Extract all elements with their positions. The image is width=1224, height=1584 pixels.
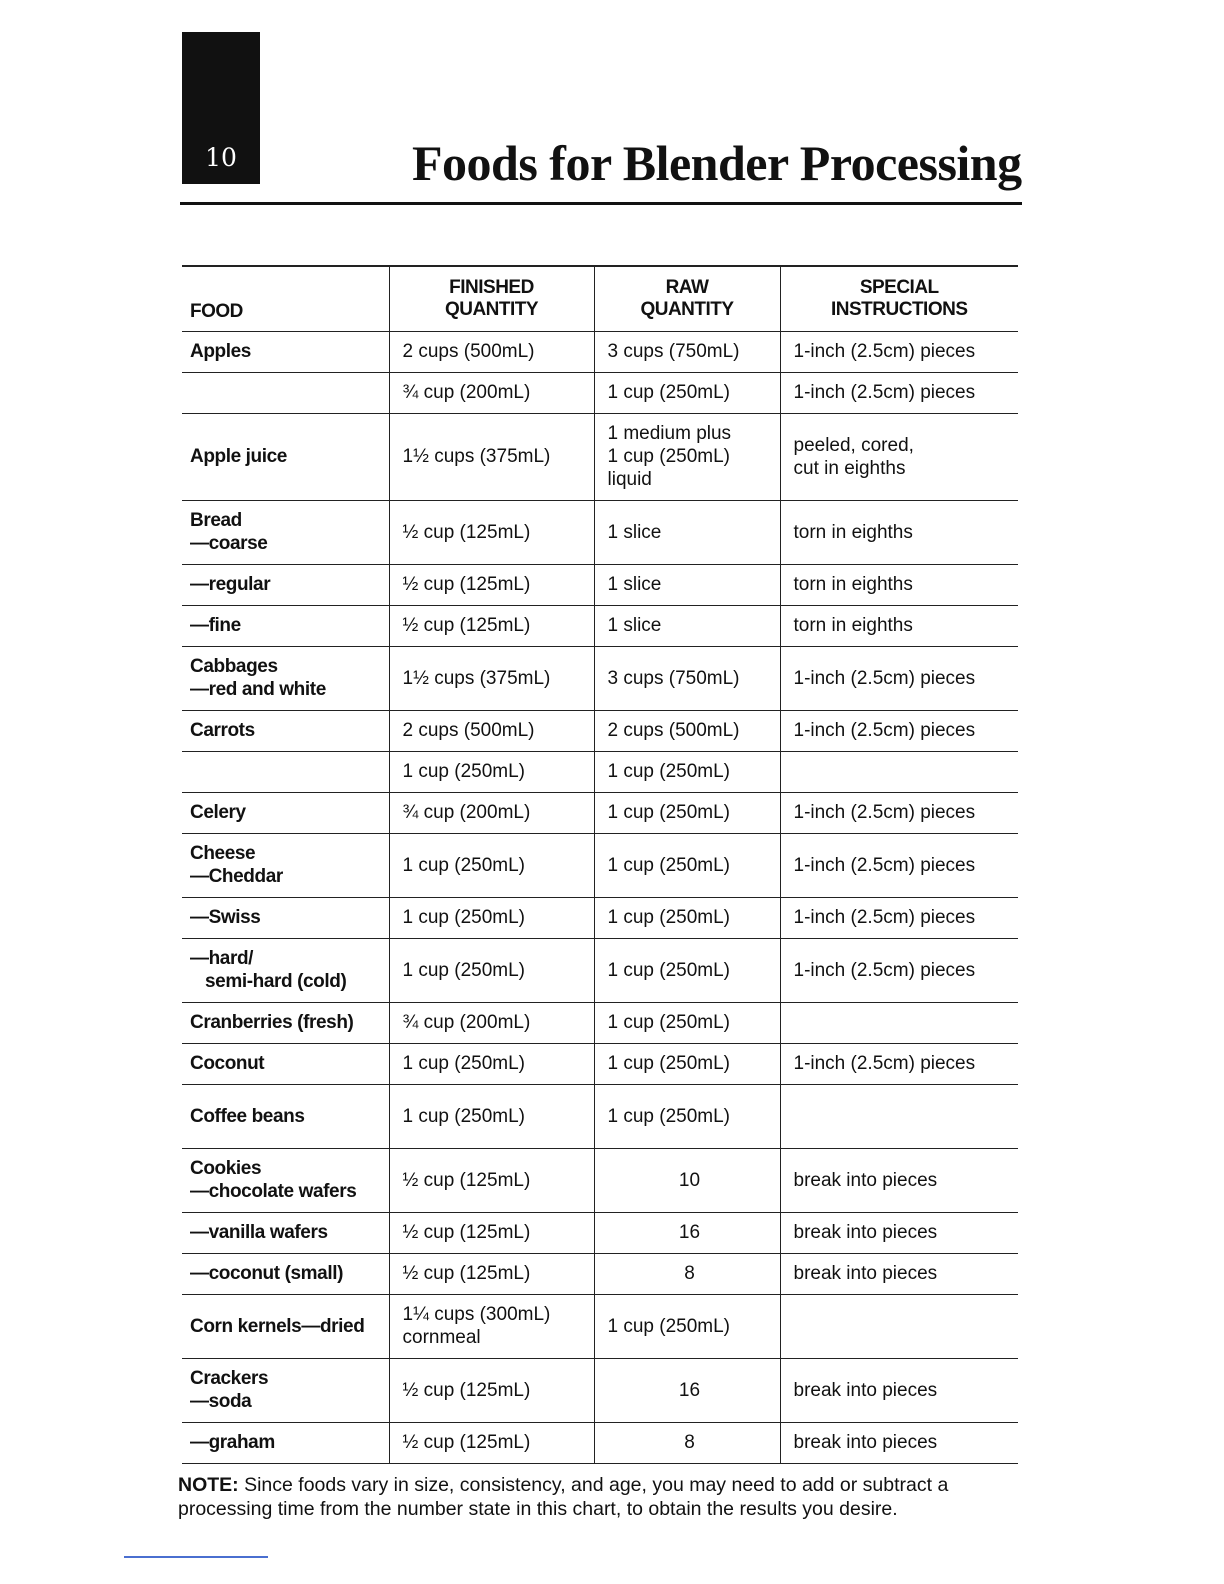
- cell-finished-quantity: [389, 605, 594, 646]
- cell-line: 1-inch (2.5cm) pieces: [793, 907, 976, 928]
- cell-finished-quantity: [389, 1002, 594, 1043]
- cell-line: Cookies: [190, 1158, 262, 1179]
- cell-line: 1¼ cups (300mL): [402, 1304, 551, 1325]
- cell-raw-quantity: [594, 331, 780, 372]
- cell-raw-quantity: [594, 792, 780, 833]
- cell-food: [182, 1212, 389, 1253]
- cell-line: —chocolate wafers: [190, 1181, 357, 1202]
- cell-special-instructions: [780, 1002, 1018, 1043]
- cell-raw-quantity: [594, 1084, 780, 1148]
- cell-raw-quantity: [594, 833, 780, 897]
- header-finished-line: FINISHED: [449, 276, 534, 298]
- cell-line: —Swiss: [190, 907, 261, 928]
- cell-line: 10: [678, 1169, 701, 1191]
- cell-food: [182, 1422, 389, 1463]
- cell-food: [182, 710, 389, 751]
- table-row: [182, 792, 1018, 833]
- cell-finished-quantity: [389, 372, 594, 413]
- cell-finished-quantity: [389, 938, 594, 1002]
- cell-line: 1 cup (250mL): [607, 1105, 731, 1127]
- cell-raw-quantity: [594, 1002, 780, 1043]
- cell-line: 1 cup (250mL): [607, 959, 731, 981]
- table-row: [182, 1043, 1018, 1084]
- cell-line: semi-hard (cold): [205, 971, 347, 992]
- header-raw-quantity: [594, 266, 780, 331]
- cell-line: ½ cup (125mL): [402, 1432, 531, 1453]
- cell-line: Cabbages: [190, 656, 278, 677]
- cell-food: [182, 413, 389, 500]
- cell-line: 1 cup (250mL): [607, 802, 731, 823]
- cell-line: 1-inch (2.5cm) pieces: [793, 854, 976, 876]
- cell-finished-quantity: [389, 1422, 594, 1463]
- cell-food: [182, 605, 389, 646]
- cell-food: [182, 372, 389, 413]
- table-row: [182, 833, 1018, 897]
- cell-line: Corn kernels—dried: [190, 1315, 365, 1337]
- cell-raw-quantity: [594, 605, 780, 646]
- cell-line: 1-inch (2.5cm) pieces: [793, 1053, 976, 1074]
- cell-line: —Cheddar: [190, 866, 283, 887]
- cell-food: [182, 1148, 389, 1212]
- cell-finished-quantity: [389, 1084, 594, 1148]
- table-row: [182, 331, 1018, 372]
- table-row: [182, 1358, 1018, 1422]
- cell-finished-quantity: [389, 1148, 594, 1212]
- cell-line: 1-inch (2.5cm) pieces: [793, 382, 976, 403]
- cell-food: [182, 938, 389, 1002]
- cell-line: torn in eighths: [793, 521, 913, 543]
- cell-line: 16: [678, 1379, 701, 1401]
- page-number-tab: [182, 32, 260, 184]
- header-finished-line: QUANTITY: [444, 298, 539, 320]
- cell-line: torn in eighths: [793, 615, 913, 636]
- cell-food: [182, 500, 389, 564]
- cell-raw-quantity: [594, 751, 780, 792]
- cell-line: ¾ cup (200mL): [402, 382, 531, 403]
- cell-line: 1-inch (2.5cm) pieces: [793, 667, 976, 689]
- header-special-line: SPECIAL: [859, 276, 939, 298]
- cell-line: cornmeal: [402, 1327, 481, 1348]
- cell-food: [182, 1253, 389, 1294]
- cell-line: Coffee beans: [190, 1105, 305, 1127]
- cell-line: ½ cup (125mL): [402, 1263, 531, 1284]
- table-row: [182, 1212, 1018, 1253]
- cell-finished-quantity: [389, 1294, 594, 1358]
- cell-line: 1 medium plus: [607, 423, 732, 444]
- cell-raw-quantity: [594, 500, 780, 564]
- table-body: [182, 331, 1018, 1463]
- title-rule: [180, 202, 1022, 205]
- cell-line: —vanilla wafers: [190, 1222, 328, 1243]
- cell-finished-quantity: [389, 500, 594, 564]
- table-row: [182, 938, 1018, 1002]
- blender-foods-table: [182, 265, 1018, 1464]
- cell-line: ½ cup (125mL): [402, 574, 531, 595]
- cell-raw-quantity: [594, 1253, 780, 1294]
- cell-line: torn in eighths: [793, 574, 913, 595]
- table-row: [182, 413, 1018, 500]
- cell-line: 1 cup (250mL): [607, 1012, 731, 1033]
- cell-line: ¾ cup (200mL): [402, 1012, 531, 1033]
- table-row: [182, 1148, 1018, 1212]
- cell-finished-quantity: [389, 792, 594, 833]
- cell-line: 2 cups (500mL): [402, 720, 535, 741]
- cell-finished-quantity: [389, 1212, 594, 1253]
- cell-line: 1 cup (250mL): [402, 854, 526, 876]
- table-row: [182, 372, 1018, 413]
- cell-line: 1 slice: [607, 615, 662, 636]
- cell-food: [182, 792, 389, 833]
- header-raw-line: QUANTITY: [640, 298, 734, 320]
- cell-line: Coconut: [190, 1053, 265, 1074]
- cell-line: Apple juice: [190, 446, 287, 467]
- cell-raw-quantity: [594, 938, 780, 1002]
- cell-line: 1-inch (2.5cm) pieces: [793, 959, 976, 981]
- cell-raw-quantity: [594, 1212, 780, 1253]
- cell-raw-quantity: [594, 1358, 780, 1422]
- cell-line: 16: [678, 1222, 701, 1243]
- cell-finished-quantity: [389, 1043, 594, 1084]
- cell-special-instructions: [780, 372, 1018, 413]
- cell-raw-quantity: [594, 564, 780, 605]
- cell-line: break into pieces: [793, 1263, 938, 1284]
- table-header-row: [182, 266, 1018, 331]
- header-finished-quantity: [389, 266, 594, 331]
- cell-line: —graham: [190, 1432, 275, 1453]
- cell-line: ½ cup (125mL): [402, 521, 531, 543]
- cell-line: —regular: [190, 574, 271, 595]
- cell-special-instructions: [780, 833, 1018, 897]
- cell-line: cut in eighths: [793, 457, 906, 479]
- header-special-line: INSTRUCTIONS: [831, 298, 968, 320]
- cell-line: Celery: [190, 802, 246, 823]
- cell-special-instructions: [780, 938, 1018, 1002]
- cell-special-instructions: [780, 1422, 1018, 1463]
- cell-finished-quantity: [389, 751, 594, 792]
- cell-line: 1 cup (250mL): [607, 382, 731, 403]
- cell-food: [182, 1084, 389, 1148]
- page-title: Foods for Blender Processing: [412, 135, 1022, 191]
- cell-raw-quantity: [594, 413, 780, 500]
- cell-line: 1 cup (250mL): [607, 761, 731, 782]
- cell-line: 2 cups (500mL): [607, 720, 740, 741]
- page-number: 10: [205, 143, 237, 172]
- cell-line: 3 cups (750mL): [607, 341, 740, 362]
- cell-line: ½ cup (125mL): [402, 615, 531, 636]
- cell-line: peeled, cored,: [793, 434, 914, 456]
- note-label: NOTE:: [178, 1474, 239, 1496]
- cell-line: break into pieces: [793, 1432, 938, 1453]
- cell-line: 1 cup (250mL): [607, 907, 731, 928]
- cell-special-instructions: [780, 710, 1018, 751]
- cell-finished-quantity: [389, 897, 594, 938]
- header-food: FOOD: [182, 266, 389, 331]
- cell-special-instructions: [780, 1294, 1018, 1358]
- table-row: [182, 646, 1018, 710]
- cell-finished-quantity: [389, 331, 594, 372]
- header-special-instructions: [780, 266, 1018, 331]
- cell-line: 1 cup (250mL): [402, 959, 526, 981]
- cell-raw-quantity: [594, 1043, 780, 1084]
- cell-line: —red and white: [190, 679, 326, 700]
- cell-raw-quantity: [594, 897, 780, 938]
- table-row: [182, 710, 1018, 751]
- cell-line: 1 cup (250mL): [607, 1053, 731, 1074]
- table-row: [182, 1002, 1018, 1043]
- table-row: [182, 564, 1018, 605]
- cell-line: 3 cups (750mL): [607, 667, 740, 689]
- cell-line: Apples: [190, 341, 251, 362]
- cell-line: 1 cup (250mL): [402, 1105, 526, 1127]
- table-row: [182, 500, 1018, 564]
- cell-line: 8: [684, 1263, 695, 1284]
- cell-finished-quantity: [389, 646, 594, 710]
- cell-line: 1 cup (250mL): [607, 854, 731, 876]
- cell-special-instructions: [780, 1253, 1018, 1294]
- cell-line: —hard/: [190, 948, 254, 969]
- cell-line: 1½ cups (375mL): [402, 446, 551, 467]
- cell-food: [182, 833, 389, 897]
- cell-line: 8: [684, 1432, 695, 1453]
- cell-raw-quantity: [594, 1294, 780, 1358]
- cell-special-instructions: [780, 1043, 1018, 1084]
- cell-line: Bread: [190, 510, 242, 531]
- cell-special-instructions: [780, 605, 1018, 646]
- cell-line: —fine: [190, 615, 241, 636]
- cell-raw-quantity: [594, 1148, 780, 1212]
- note-paragraph: [178, 1473, 1038, 1521]
- cell-food: [182, 564, 389, 605]
- table-row: [182, 897, 1018, 938]
- cell-line: Cheese: [190, 843, 256, 864]
- cell-line: break into pieces: [793, 1379, 938, 1401]
- cell-raw-quantity: [594, 1422, 780, 1463]
- cell-special-instructions: [780, 413, 1018, 500]
- cell-food: [182, 331, 389, 372]
- header-raw-line: RAW: [665, 276, 709, 298]
- cell-special-instructions: [780, 500, 1018, 564]
- cell-line: 1 slice: [607, 574, 662, 595]
- cell-food: [182, 1294, 389, 1358]
- cell-special-instructions: [780, 1212, 1018, 1253]
- cell-line: break into pieces: [793, 1222, 938, 1243]
- cell-special-instructions: [780, 564, 1018, 605]
- cell-line: ½ cup (125mL): [402, 1169, 531, 1191]
- cell-line: 1 cup (250mL): [607, 1315, 731, 1337]
- cell-food: [182, 646, 389, 710]
- cell-line: 1-inch (2.5cm) pieces: [793, 802, 976, 823]
- cell-special-instructions: [780, 331, 1018, 372]
- cell-finished-quantity: [389, 1358, 594, 1422]
- cell-line: 1 cup (250mL): [402, 907, 526, 928]
- cell-line: Crackers: [190, 1368, 269, 1389]
- cell-raw-quantity: [594, 372, 780, 413]
- cell-food: [182, 1358, 389, 1422]
- cell-special-instructions: [780, 1148, 1018, 1212]
- cell-food: [182, 1043, 389, 1084]
- cell-line: break into pieces: [793, 1169, 938, 1191]
- cell-special-instructions: [780, 751, 1018, 792]
- cell-line: ¾ cup (200mL): [402, 802, 531, 823]
- cell-special-instructions: [780, 1358, 1018, 1422]
- cell-line: 1½ cups (375mL): [402, 667, 551, 689]
- cell-line: —soda: [190, 1391, 252, 1412]
- cell-food: [182, 897, 389, 938]
- cell-line: Carrots: [190, 720, 255, 741]
- cell-food: [182, 751, 389, 792]
- table-row: [182, 1294, 1018, 1358]
- cell-special-instructions: [780, 646, 1018, 710]
- cell-line: 1 cup (250mL): [402, 761, 526, 782]
- table-row: [182, 1253, 1018, 1294]
- cell-food: [182, 1002, 389, 1043]
- cell-special-instructions: [780, 792, 1018, 833]
- cell-finished-quantity: [389, 564, 594, 605]
- cell-line: ½ cup (125mL): [402, 1379, 531, 1401]
- cell-line: liquid: [607, 469, 652, 490]
- table-row: [182, 751, 1018, 792]
- cell-line: ½ cup (125mL): [402, 1222, 531, 1243]
- cell-finished-quantity: [389, 710, 594, 751]
- note-text: Since foods vary in size, consistency, and age, you may need to add or subtract a processing time from the number state in this chart, to obtain the results you desire.: [178, 1474, 949, 1520]
- cell-line: Cranberries (fresh): [190, 1012, 354, 1033]
- cell-line: 1 slice: [607, 521, 662, 543]
- cell-raw-quantity: [594, 646, 780, 710]
- cell-finished-quantity: [389, 1253, 594, 1294]
- cell-finished-quantity: [389, 833, 594, 897]
- cell-finished-quantity: [389, 413, 594, 500]
- cell-line: —coarse: [190, 533, 268, 554]
- table-row: [182, 1422, 1018, 1463]
- table-row: [182, 1084, 1018, 1148]
- cell-line: 1-inch (2.5cm) pieces: [793, 720, 976, 741]
- cell-line: 1-inch (2.5cm) pieces: [793, 341, 976, 362]
- cell-line: 1 cup (250mL): [607, 446, 731, 467]
- cell-line: 2 cups (500mL): [402, 341, 535, 362]
- table-row: [182, 605, 1018, 646]
- footer-divider: [124, 1556, 268, 1558]
- cell-raw-quantity: [594, 710, 780, 751]
- cell-line: 1 cup (250mL): [402, 1053, 526, 1074]
- cell-special-instructions: [780, 897, 1018, 938]
- cell-special-instructions: [780, 1084, 1018, 1148]
- cell-line: —coconut (small): [190, 1263, 344, 1284]
